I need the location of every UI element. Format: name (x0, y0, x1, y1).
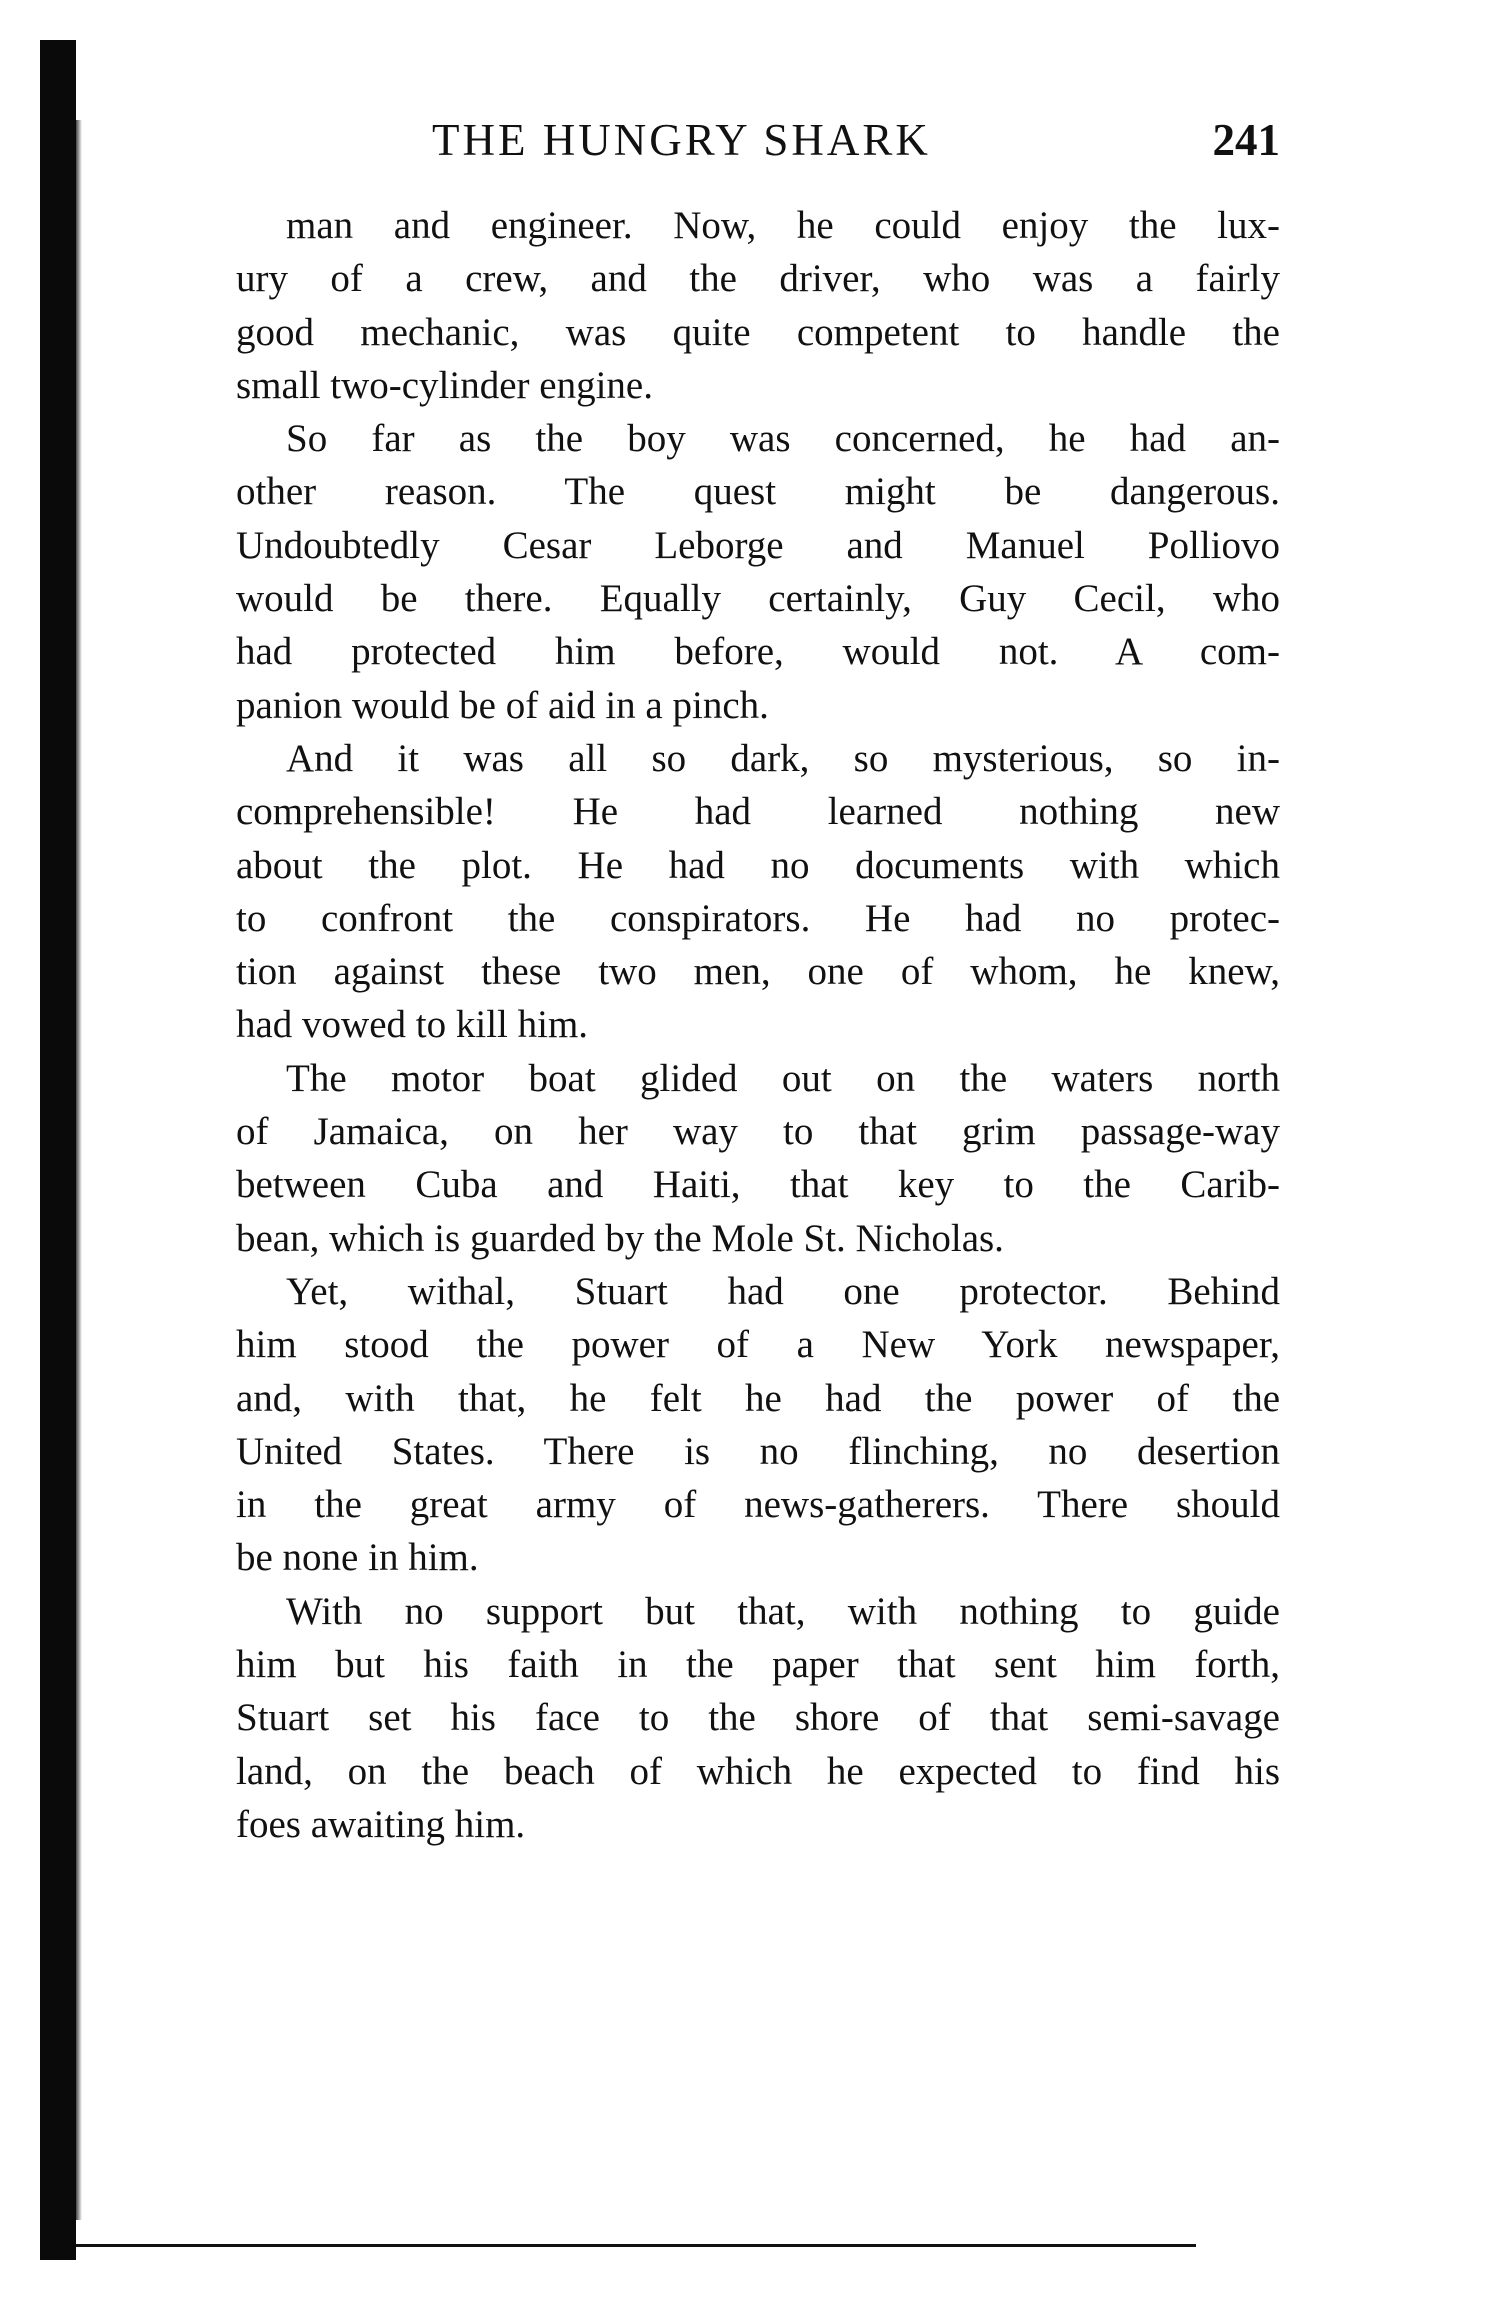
text-line: ury of a crew, and the driver, who was a fairly (236, 257, 1280, 301)
text-line: had vowed to kill him. (236, 1003, 589, 1047)
text-line: So far as the boy was concerned, he had an- (286, 417, 1280, 461)
text-line: other reason. The quest might be dangerous. (236, 470, 1280, 514)
paragraph (236, 1052, 1280, 1265)
text-line: in the great army of news-gatherers. There should (236, 1483, 1280, 1527)
paragraph (236, 1585, 1280, 1851)
text-line: him stood the power of a New York newspaper, (236, 1323, 1280, 1367)
text-line: be none in him. (236, 1536, 479, 1580)
text-line: to confront the conspirators. He had no protec- (236, 896, 1280, 940)
text-line: And it was all so dark, so mysterious, so in- (286, 736, 1280, 780)
text-line: would be there. Equally certainly, Guy Cecil, who (236, 577, 1280, 621)
text-body (236, 199, 1280, 1851)
text-line: Undoubtedly Cesar Leborge and Manuel Polliovo (236, 523, 1280, 567)
text-line: bean, which is guarded by the Mole St. Nicholas. (236, 1216, 1004, 1260)
text-line: foes awaiting him. (236, 1802, 526, 1846)
bottom-page-edge (76, 2244, 1196, 2247)
paragraph (236, 199, 1280, 412)
text-line: Stuart set his face to the shore of that semi-savage (236, 1696, 1280, 1740)
spine-edge-shading (76, 120, 82, 2220)
text-line: comprehensible! He had learned nothing new (236, 790, 1280, 834)
text-line: of Jamaica, on her way to that grim passage-way (236, 1110, 1280, 1154)
text-line: small two-cylinder engine. (236, 363, 653, 407)
text-line: The motor boat glided out on the waters north (286, 1056, 1280, 1100)
text-line: land, on the beach of which he expected to find his (236, 1749, 1280, 1793)
text-line: and, with that, he felt he had the power of the (236, 1376, 1280, 1420)
paragraph (236, 1265, 1280, 1585)
page-header (236, 110, 1280, 170)
text-line: about the plot. He had no documents with which (236, 843, 1280, 887)
paragraph (236, 412, 1280, 732)
text-line: tion against these two men, one of whom, he knew, (236, 950, 1280, 994)
book-spine-shadow (40, 40, 76, 2260)
text-line: panion would be of aid in a pinch. (236, 683, 769, 727)
text-line: him but his faith in the paper that sent him forth, (236, 1643, 1280, 1687)
running-head: THE HUNGRY SHARK (432, 115, 931, 165)
paragraph (236, 732, 1280, 1052)
text-line: Yet, withal, Stuart had one protector. Behind (286, 1269, 1280, 1313)
text-line: had protected him before, would not. A com- (236, 630, 1280, 674)
text-line: With no support but that, with nothing to guide (286, 1589, 1280, 1633)
page-number: 241 (1212, 115, 1280, 165)
text-line: between Cuba and Haiti, that key to the Carib- (236, 1163, 1280, 1207)
text-line: United States. There is no flinching, no desertion (236, 1429, 1280, 1473)
text-line: man and engineer. Now, he could enjoy the lux- (286, 204, 1280, 247)
text-line: good mechanic, was quite competent to handle the (236, 310, 1280, 354)
